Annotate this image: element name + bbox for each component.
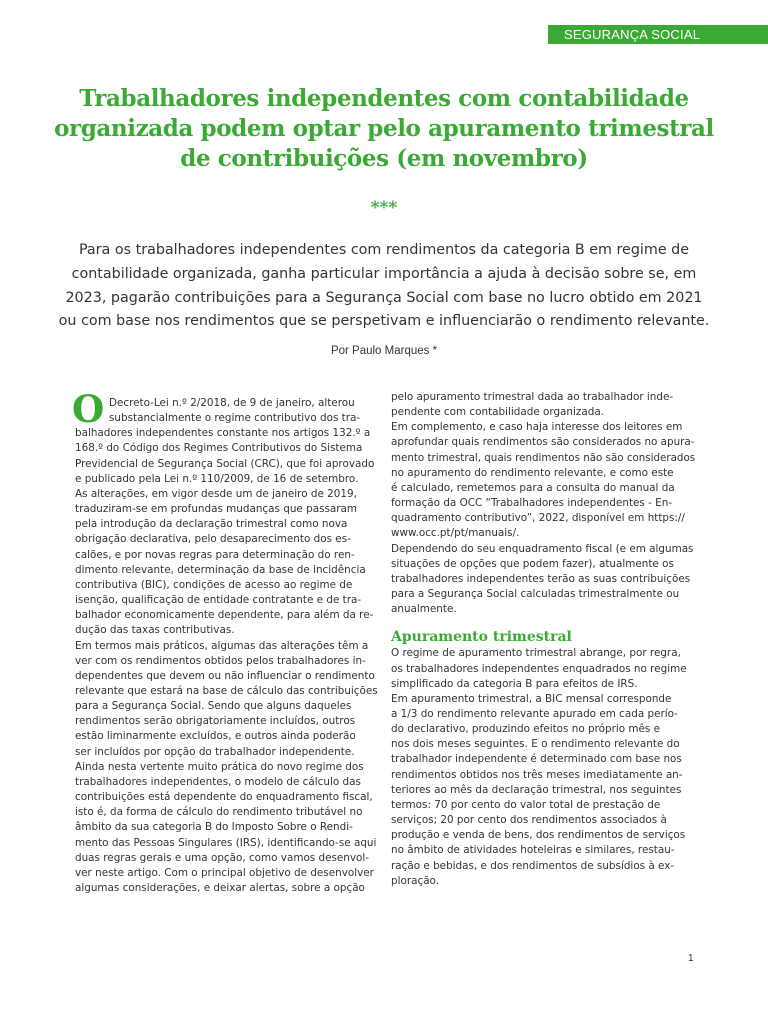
text-line: contribuições está dependente do enquadramento fiscal, [75, 791, 373, 804]
left-body-paragraphs [75, 487, 378, 896]
body-paragraph [391, 692, 695, 889]
body-paragraph [391, 646, 695, 691]
text-line: traduziram-se em profundas mudanças que passaram [75, 503, 358, 516]
text-line: ser incluídos por opção do trabalhador independente. [75, 745, 355, 758]
text-line: dução das taxas contributivas. [75, 624, 235, 637]
right-column [391, 390, 695, 889]
text-line: âmbito da sua categoria B do Imposto Sobre o Rendi- [75, 821, 353, 834]
text-line: estão liminarmente excluídos, e outros ainda poderão [75, 730, 356, 743]
section-subheading: Apuramento trimestral [391, 629, 572, 646]
text-line: As alterações, em vigor desde um de janeiro de 2019, [75, 487, 357, 500]
body-paragraph [391, 420, 695, 541]
right-body-paragraphs [391, 390, 695, 617]
text-line: termos: 70 por cento do valor total de prestação de [391, 798, 661, 811]
text-line: ver neste artigo. Com o principal objetivo de desenvolver [75, 866, 374, 879]
text-line: os trabalhadores independentes enquadrados no regime [391, 662, 687, 675]
text-line: mento trimestral, quais rendimentos não são considerados [391, 451, 696, 464]
text-line: nos dois meses seguintes. E o rendimento relevante do [391, 738, 680, 751]
body-paragraph [72, 387, 378, 487]
text-line: calões, e por novas regras para determinação do ren- [75, 548, 355, 561]
text-line: ploração. [391, 874, 440, 887]
text-line: produção e venda de bens, dos rendimentos de serviços [391, 829, 686, 842]
text-line: ver com os rendimentos obtidos pelos trabalhadores in- [75, 654, 366, 667]
lead-line: ou com base nos rendimentos que se perspetivam e influenciarão o rendimento relevante. [58, 313, 710, 330]
text-line: trabalhadores independentes, o modelo de cálculo das [75, 775, 361, 788]
text-line: Previdencial de Segurança Social (CRC), que foi aprovado [75, 457, 375, 470]
author-byline: Por Paulo Marques * [330, 345, 438, 357]
lead-line: 2023, pagarão contribuições para a Segurança Social com base no lucro obtido em 2021 [65, 289, 703, 306]
body-paragraph [75, 487, 378, 639]
title-line: organizada podem optar pelo apuramento trimestral [54, 115, 714, 142]
page-number: 1 [688, 953, 694, 964]
body-paragraph [391, 542, 695, 618]
text-line: formação da OCC “Trabalhadores independentes - En- [391, 497, 673, 510]
text-line: trabalhador independente é determinado com base nos [391, 753, 682, 766]
text-line: Em termos mais práticos, algumas das alterações têm a [75, 639, 369, 652]
text-line: algumas considerações, e deixar alertas, sobre a opção [75, 882, 365, 894]
text-line: a 1/3 do rendimento relevante apurado em cada perío- [391, 707, 678, 720]
text-line: duas regras gerais e uma opção, como vamos desenvol- [75, 851, 370, 864]
text-line: rendimentos serão obrigatoriamente incluídos, outros [75, 715, 356, 728]
text-line: www.occ.pt/pt/manuais/. [391, 527, 520, 540]
text-line: para a Segurança Social. Sendo que alguns daqueles [75, 700, 352, 713]
text-line: dependentes que devem ou não influenciar o rendimento [75, 669, 375, 682]
article-title [40, 84, 728, 174]
text-line: situações de opções que podem fazer), atualmente os [391, 557, 674, 570]
text-line: teriores ao mês da declaração trimestral, nos seguintes [391, 783, 682, 796]
text-line: Dependendo do seu enquadramento fiscal (e em algumas [391, 542, 694, 555]
section-separator: *** [370, 198, 398, 218]
text-line: contributiva (BIC), condições de acesso ao regime de [75, 578, 353, 591]
text-line: O regime de apuramento trimestral abrange, por regra, [391, 647, 681, 660]
text-line: substancialmente o regime contributivo dos tra- [109, 412, 361, 425]
text-line: pela introdução da declaração trimestral como nova [75, 518, 348, 531]
text-line: no apuramento do rendimento relevante, e como este [391, 466, 674, 479]
text-line: aprofundar quais rendimentos são considerados no apura- [391, 436, 695, 449]
text-line: isto é, da forma de cálculo do rendimento tributável no [75, 806, 363, 819]
body-paragraph [75, 760, 378, 896]
left-column [72, 387, 378, 896]
text-line: relevante que estará na base de cálculo das contribuições [75, 684, 378, 697]
text-line: simplificado da categoria B para efeitos de IRS. [391, 677, 638, 690]
lead-line: Para os trabalhadores independentes com rendimentos da categoria B em regime de [78, 242, 690, 258]
text-line: Em apuramento trimestral, a BIC mensal corresponde [391, 692, 672, 705]
text-line: é calculado, remetemos para a consulta do manual da [391, 481, 675, 494]
text-line: mento das Pessoas Singulares (IRS), identificando-se aqui [75, 836, 377, 849]
text-line: isenção, qualificação de entidade contratante e de tra- [75, 594, 362, 607]
text-line: Decreto-Lei n.º 2/2018, de 9 de janeiro, alterou [109, 397, 355, 409]
text-line: rendimentos obtidos nos três meses imediatamente an- [391, 768, 683, 781]
text-line: e publicado pela Lei n.º 110/2009, de 16 de setembro. [75, 472, 359, 485]
text-line: 168.º do Código dos Regimes Contributivos do Sistema [75, 442, 363, 455]
text-line: serviços; 20 por cento dos rendimentos associados à [391, 814, 667, 827]
body-paragraph [75, 639, 378, 760]
text-line: dimento relevante, determinação da base de incidência [75, 563, 366, 576]
text-line: do declarativo, produzindo efeitos no próprio mês e [391, 723, 661, 736]
body-paragraph [391, 390, 695, 420]
text-line: Ainda nesta vertente muito prática do novo regime dos [75, 760, 364, 773]
text-line: ração e bebidas, e dos rendimentos de subsídios à ex- [391, 859, 675, 872]
text-line: no âmbito de atividades hoteleiras e similares, restau- [391, 844, 675, 857]
right-body-paragraphs-after [391, 646, 695, 889]
text-line: trabalhadores independentes terão as suas contribuições [391, 572, 691, 585]
title-line: Trabalhadores independentes com contabilidade [79, 85, 689, 112]
drop-cap: O [72, 387, 105, 431]
section-tag: SEGURANÇA SOCIAL [548, 25, 768, 44]
text-line: balhador economicamente dependente, para além da re- [75, 609, 374, 622]
lead-paragraph [40, 239, 728, 334]
text-line: quadramento contributivo”, 2022, disponível em https:// [391, 512, 685, 525]
text-line: pelo apuramento trimestral dada ao trabalhador inde- [391, 391, 674, 403]
text-line: anualmente. [391, 603, 457, 616]
text-line: para a Segurança Social calculadas trimestralmente ou [391, 588, 680, 601]
text-line: obrigação declarativa, pelo desaparecimento dos es- [75, 533, 351, 546]
text-line: Em complemento, e caso haja interesse dos leitores em [391, 421, 683, 434]
text-line: pendente com contabilidade organizada. [391, 406, 604, 419]
lead-line: contabilidade organizada, ganha particular importância a ajuda à decisão sobre se, em [71, 265, 697, 282]
text-line: balhadores independentes constante nos artigos 132.º a [75, 427, 371, 440]
title-line: de contribuições (em novembro) [180, 145, 588, 172]
